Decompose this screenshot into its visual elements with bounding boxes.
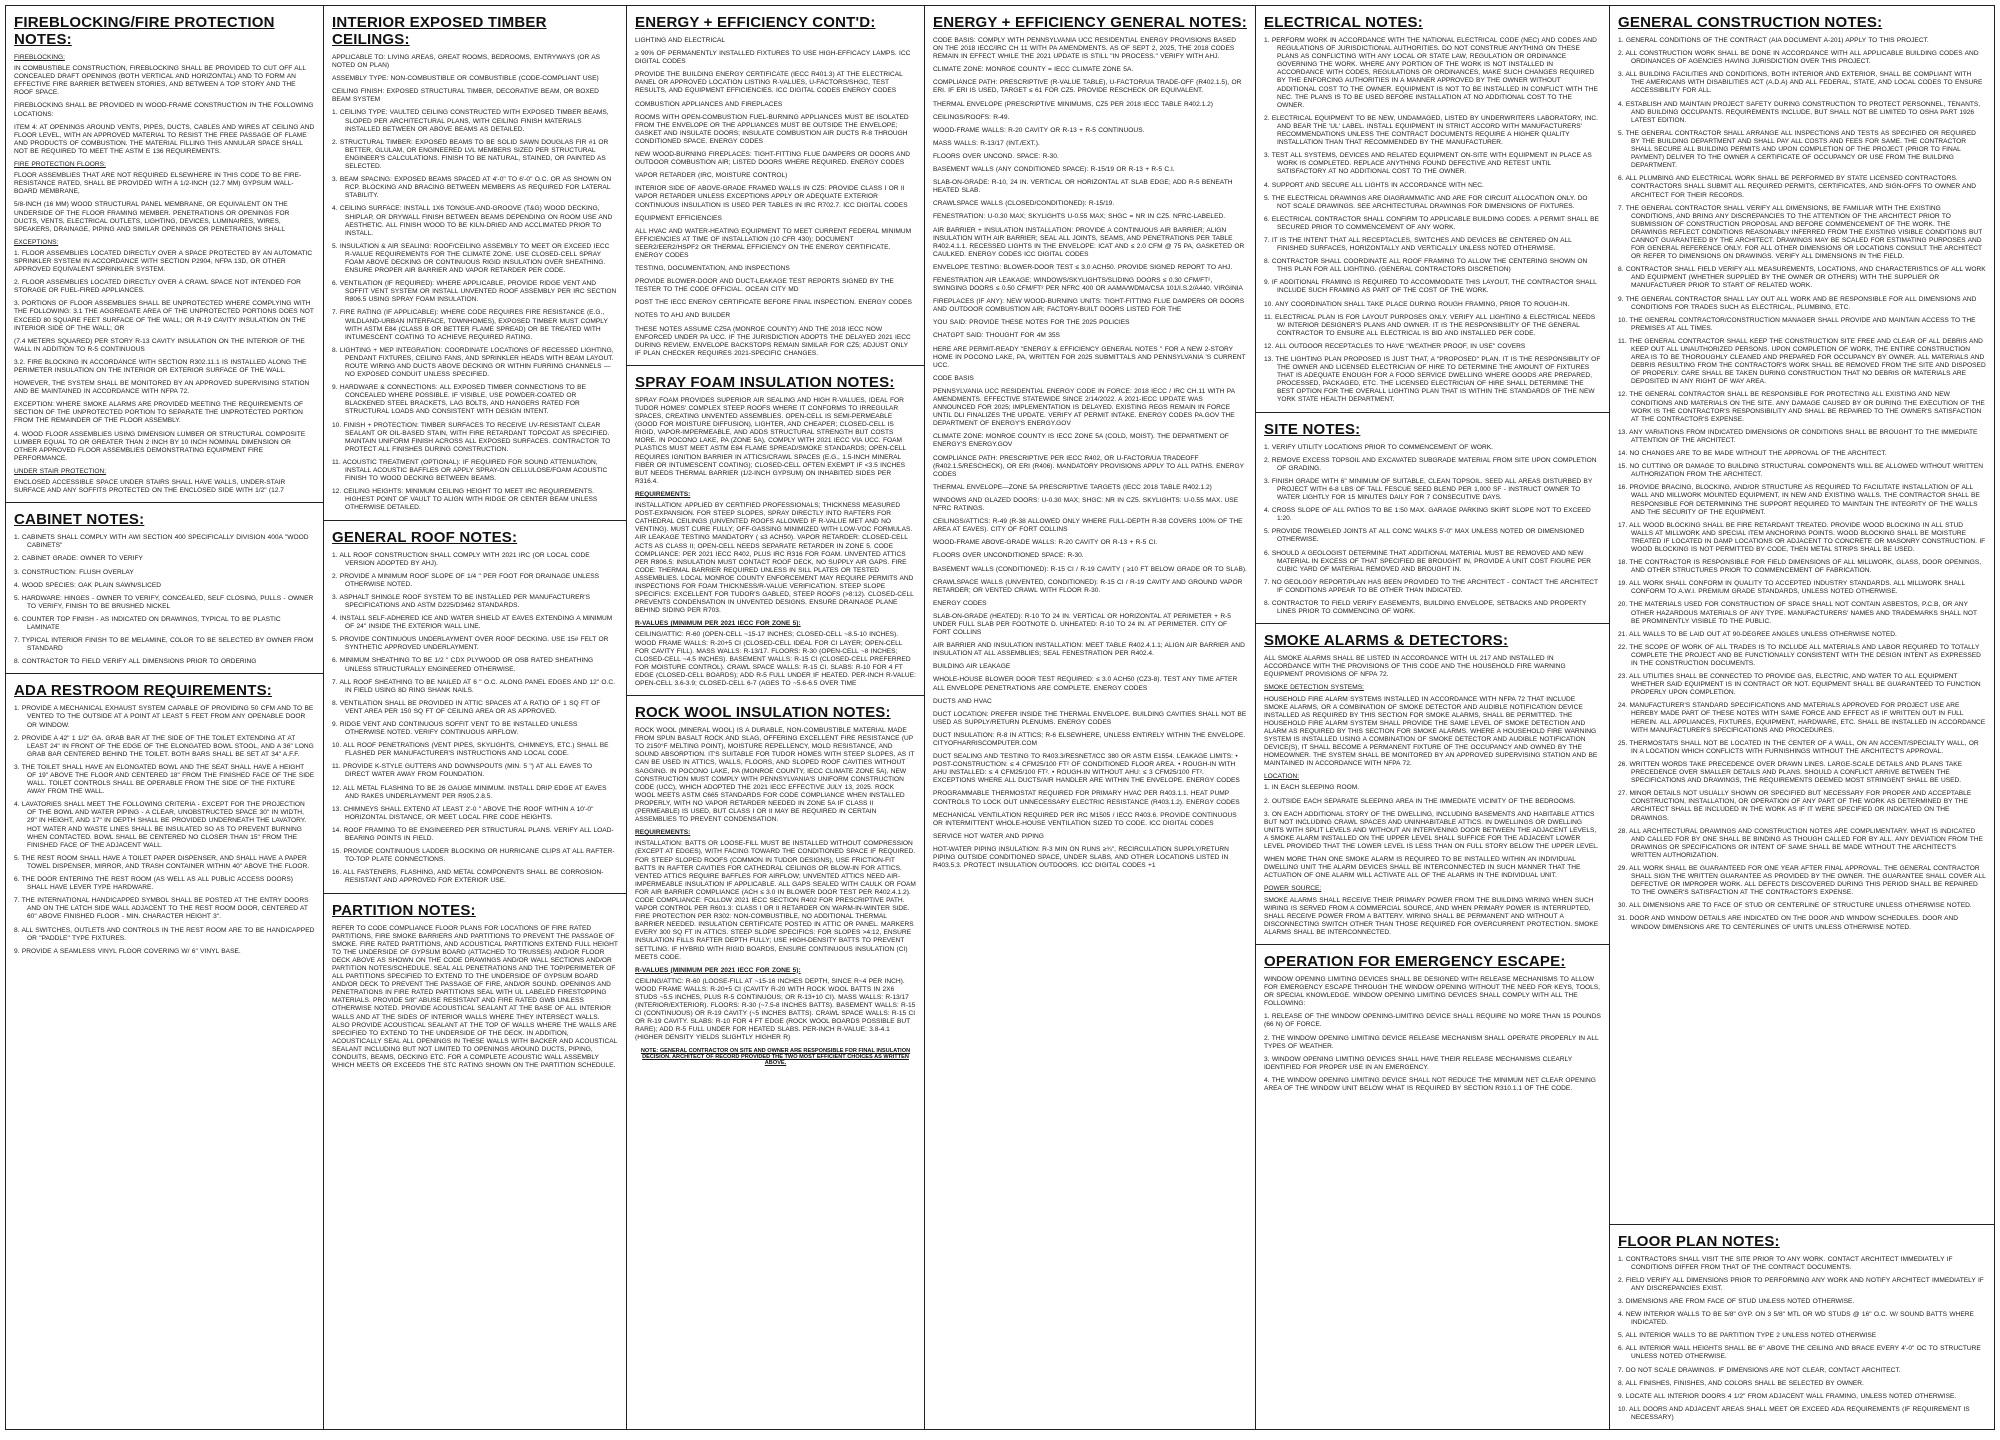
note-paragraph: INSTALLATION: BATTS OR LOOSE-FILL MUST BE INSTALLED WITHOUT COMPRESSION (EXCEPT AT EDGES), WITH FACING TOWARD THE CONDITIONED SPACE IF REQUIRED. FOR STEEP SLOPED ROOFS (COMMON IN TUDOR DESIGNS), USE FRICTION-FIT BATTS IN RAFTER CAVITIES FOR CATHEDRAL CEILINGS OR BLOW-IN FOR ATTICS. VENTED ATTICS REQUIRE BAFFLES FOR AIRFLOW; UNVENTED ATTICS NEED AIR-IMPERMEABLE INSULATION IF APPLICABLE. ALL GAPS SEALED WITH CAULK OR FOAM FOR AIR BARRIER COMPLIANCE (ACH ≤ 3.0 IN BLOWER DOOR TEST PER R402.4.1.2). CODE COMPLIANCE: FOLLOW 2021 IECC SECTION R402 FOR PRESCRIPTIVE PATH. VAPOR CONTROL PER R601.3: CLASS I OR II RETARDER ON WARM-IN-WINTER SIDE. FIRE PROTECTION PER R302: NON-COMBUSTIBLE, NO ADDITIONAL THERMAL BARRIER NEEDED. INSULATION CERTIFICATE POSTED IN ATTIC OR PANEL. MARKERS EVERY 300 SQ FT IN ATTICS. STEEP SLOPE SPECIFICS: FOR SLOPES >4:12, ENSURE INSULATION FILLS RAFTER DEPTH FULLY; USE HIGH-DENSITY BATTS TO PREVENT SETTLING. IF HYBRID WITH RIGID BOARDS, ENSURE CONTINUOUS INSULATION (CI) MEETS CODE. [635, 840, 916, 961]
note-paragraph: COMPLIANCE PATH: PRESCRIPTIVE PER IECC R402, OR U-FACTOR/UA TRADEOFF (R402.1.5/RESCHECK), OR ERI (R406). MANDATORY PROVISIONS APPLY TO ALL PATHS. ENERGY CODES [933, 454, 1244, 478]
note-paragraph: ENCLOSED ACCESSIBLE SPACE UNDER STAIRS SHALL HAVE WALLS, UNDER-STAIR SURFACE AND ANY SOFFITS PROTECTED ON THE ENCLOSED SIDE WITH 1/2" (12.7 [14, 479, 286, 495]
note-paragraph: MECHANICAL VENTILATION REQUIRED PER IRC M1505 / IECC R403.6. PROVIDE CONTINUOUS OR INTERMITTENT WHOLE-HOUSE VENTILATION SIZED TO CODE. ICC DIGITAL CODES [933, 811, 1237, 827]
note-paragraph: SMOKE ALARMS SHALL RECEIVE THEIR PRIMARY POWER FROM THE BUILDING WIRING WHEN SUCH WIRING IS SERVED FROM A COMMERCIAL SOURCE, AND WHEN PRIMARY POWER IS INTERRUPTED, SHALL RECEIVE POWER FROM A BATTERY. WIRING SHALL BE PERMANENT AND WITHOUT A DISCONNECTING SWITCH OTHER THAN THOSE REQUIRED FOR OVERCURRENT PROTECTION. SMOKE ALARMS SHALL BE INTERCONNECTED. [1264, 896, 1599, 936]
note-paragraph: PROVIDE THE BUILDING ENERGY CERTIFICATE (IECC R401.3) AT THE ELECTRICAL PANEL OR APPROVED LOCATION LISTING R-VALUES, U-FACTORS/SHGC, TEST RESULTS, AND EQUIPMENT EFFICIENCIES. ICC DIGITAL CODES ENERGY CODES [635, 71, 903, 95]
note-paragraph: WHOLE-HOUSE BLOWER DOOR TEST REQUIRED: ≤ 3.0 ACH50 (CZ3-8). TEST ANY TIME AFTER ALL ENVELOPE PENETRATIONS ARE COMPLETE. ENERGY CODES [933, 676, 1238, 692]
note-paragraph: DUCTS AND HVAC [933, 697, 992, 705]
numbered-note: 5. INSULATION & AIR SEALING: ROOF/CEILING ASSEMBLY TO MEET OR EXCEED IECC R-VALUE REQUIREMENTS FOR THE CLIMATE ZONE. USE CLOSED-CELL SPRAY FOAM ABOVE DECKING OR CONTINUOUS RIGID INSULATION OVER SHEATHING. ENSURE PROPER AIR BARRIER AND VAPOR RETARDER PER CODE. [332, 242, 610, 275]
note-paragraph: REFER TO CODE COMPLIANCE FLOOR PLANS FOR LOCATIONS OF FIRE RATED PARTITIONS, FIRE SMOKE BARRIERS AND PARTITIONS TO PREVENT THE PASSAGE OF SMOKE. FIRE RATED PARTITIONS, AND ACOUSTICAL PARTITIONS EXTEND FULL HEIGHT TO THE UNDERSIDE OF GYPSUM BOARD (ATTACHED TO TRUSSES) AND/OR FLOOR DECK ABOVE AS SHOWN ON THE CODE DRAWINGS AND/OR WALL SECTIONS AND/OR PARTITION NOTES/SCHEDULE. SEAL ALL PENETRATIONS AND THE TOP/PERIMETER OF ALL PARTITIONS SPECIFIED TO EXTEND TO THE UNDERSIDE OF GYPSUM BOARD AND/OR DECK TO PREVENT THE PASSAGE OF FIRE, AND/OR SOUND. OPENINGS AND PENETRATIONS IN FIRE RATED PARTITIONS SEAL WITH UL LABELED FIRESTOPPING MATERIALS. PROVIDE 5/8" ABUSE RESISTANT AND FIRE RATED GWB UNLESS OTHERWISE NOTED. PROVIDE ACOUSTICAL SEALANT AT THE BASE OF ALL INTERIOR WALLS AND AT THE SIDES OF INTERIOR WALLS WHERE THEY INTERSECT WALLS. ALSO PROVIDE ACOUSTICAL SEALANT AT THE TOP OF WALLS WHERE THE WALLS ARE SPECIFIED TO EXTEND TO THE UNDERSIDE OF THE DECK. IN ADDITION, ACOUSTICALLY SEAL ALL OPENINGS IN THESE WALLS WITH BACKER AND ACOUSTICAL SEALANT INCLUDING BUT NOT LIMITED TO OPENINGS AROUND DUCTS, PIPING, CONDUITS, BEAMS, DECKING ETC. FOR A COMPLETE ACOUSTIC WALL ASSEMBLY WHICH MEETS OR EXCEEDS THE STC RATING SHOWN ON THE PARTITION SCHEDULE. [332, 924, 618, 1070]
note-paragraph: THERMAL ENVELOPE (PRESCRIPTIVE MINIMUMS, CZ5 PER 2018 IECC TABLE R402.1.2) [933, 100, 1213, 108]
note-paragraph: FLOORS OVER UNCOND. SPACE: R-30. [933, 152, 1059, 160]
numbered-note: 4. NEW INTERIOR WALLS TO BE 5/8" GYP. ON 3 5/8" MTL OR WD STUDS @ 16" O.C. W/ SOUND BATTS WHERE INDICATED. [1618, 1311, 1974, 1327]
numbered-note: 11. THE GENERAL CONTRACTOR SHALL KEEP THE CONSTRUCTION SITE FREE AND CLEAR OF ALL DEBRIS AND KEEP OUT ALL UNAUTHORIZED PERSONS. UPON COMPLETION OF WORK, THE ENTIRE CONSTRUCTION AREA IS TO BE THOROUGHLY CLEANED AND PREPARED FOR OCCUPANCY BY OWNER. ALL MATERIALS AND DEBRIS RESULTING FROM THE CONTRACTOR'S WORK SHALL BE REMOVED FROM THE SITE AND DISPOSED OF PROPERLY. CARE SHALL BE TAKEN DURING CONSTRUCTION THAT NO DEBRIS OR MATERIALS ARE DEPOSITED IN ANY RIGHT OF WAY AREA. [1618, 337, 1986, 386]
note-subheading: FIRE PROTECTION FLOORS: [14, 161, 106, 169]
numbered-note: 10. ALL DOORS AND ADJACENT AREAS SHALL MEET OR EXCEED ADA REQUIREMENTS (IF REQUIREMENT IS NECESSARY) [1618, 1405, 1970, 1421]
note-subheading: R-VALUES (MINIMUM PER 2021 IECC FOR ZONE 5): [635, 966, 801, 974]
note-paragraph: DUCT SEALING AND TESTING TO R403.3/RESNET/ICC 380 OR ASTM E1554. LEAKAGE LIMITS: • POST-CONSTRUCTION: ≤ 4 CFM25/100 FT² OF CONDITIONED FLOOR AREA. • ROUGH-IN WITH AHU INSTALLED: ≤ 4 CFM25/100 FT². • ROUGH-IN WITHOUT AHU: ≤ 3 CFM25/100 FT². EXCEPTIONS WHERE ALL DUCTS/AIR HANDLER ARE WITHIN THE ENVELOPE. ENERGY CODES [933, 753, 1240, 785]
note-paragraph: 1. FLOOR ASSEMBLIES LOCATED DIRECTLY OVER A SPACE PROTECTED BY AN AUTOMATIC SPRINKLER SYSTEM IN ACCORDANCE WITH SECTION P2904, NFPA 13D, OR OTHER APPROVED EQUIVALENT SPRINKLER SYSTEM. [14, 249, 313, 274]
numbered-note: 12. ALL METAL FLASHING TO BE 26 GAUGE MINIMUM. INSTALL DRIP EDGE AT EAVES AND RAKES UNDERLAYMENT PER R905.2.8.5. [332, 784, 607, 800]
numbered-note: 7. THE GENERAL CONTRACTOR SHALL VERIFY ALL DIMENSIONS, BE FAMILIAR WITH THE EXISTING CONDITIONS, AND BRING ANY DISCREPANCIES TO THE ATTENTION OF THE ARCHITECT PRIOR TO SUBMISSION OF CONSTRUCTION PROPOSAL AND BEFORE COMMENCEMENT OF THE WORK. THE DRAWINGS REFLECT CONDITIONS REASONABLY INFERRED FROM THE EXISTING VISIBLE CONDITIONS BUT CANNOT GUARANTEED BY THE ARCHITECT. DRAWINGS MAY BE SCALED FOR ESTIMATING PURPOSES AND FOR GENERAL REFERENCE ONLY. FOR ALL OTHER DIMENSIONS OR LOCATIONS CONSULT THE ARCHITECT OR REFER TO DIMENSIONS ON DRAWINGS. VERIFY ALL DIMENSIONS IN THE FIELD. [1618, 204, 1983, 261]
note-paragraph: CODE BASIS: COMPLY WITH PENNSYLVANIA UCC RESIDENTIAL ENERGY PROVISIONS BASED ON THE 2018 IECC/IRC CH 11 WITH PA AMENDMENTS. AS OF SEPT 2, 2025, THE 2018 CODES REMAIN IN EFFECT WHILE THE 2021 UPDATE IS STILL "IN PROCESS." VERIFY WITH AHJ. [933, 37, 1236, 61]
note-paragraph: COMPLIANCE PATH: PRESCRIPTIVE (R-VALUE TABLE), U-FACTOR/UA TRADE-OFF (R402.1.5), OR ERI. IF ERI IS USED, TARGET ≤ 61 FOR CZ5. PROVIDE RESCHECK OR EQUIVALENT. [933, 79, 1242, 95]
numbered-note: 9. RIDGE VENT AND CONTINUOUS SOFFIT VENT TO BE INSTALLED UNLESS OTHERWISE NOTED. VERIFY CONTINUOUS AIRFLOW. [332, 721, 578, 737]
note-paragraph: 4. THE WINDOW OPENING LIMITING DEVICE SHALL NOT REDUCE THE MINIMUM NET CLEAR OPENING AREA OF THE WINDOW UNIT BELOW WHAT IS REQUIRED BY SECTION R310.1.1 OF THE CODE. [1264, 1076, 1596, 1092]
numbered-note: 1. ALL ROOF CONSTRUCTION SHALL COMPLY WITH 2021 IRC (OR LOCAL CODE VERSION ADOPTED BY AHJ). [332, 551, 590, 567]
numbered-note: 2. CABINET GRADE: OWNER TO VERIFY [14, 555, 143, 563]
numbered-note: 26. WRITTEN WORDS TAKE PRECEDENCE OVER DRAWN LINES. LARGE-SCALE DETAILS AND PLANS TAKE PRECEDENCE OVER SMALLER DETAILS AND PLANS. SHOULD A CONFLICT ARRIVE BETWEEN THE SPECIFICATIONS AND DRAWINGS, THE REQUIREMENTS DEEMED MOST STRINGENT SHALL BE USED. [1618, 760, 1963, 785]
note-paragraph: ENVELOPE TESTING: BLOWER-DOOR TEST ≤ 3.0 ACH50. PROVIDE SIGNED REPORT TO AHJ. [933, 263, 1233, 271]
numbered-note: 1. CONTRACTORS SHALL VISIT THE SITE PRIOR TO ANY WORK. CONTACT ARCHITECT IMMEDIATELY IF CONDITIONS DIFFER FROM THAT OF THE CONTRACT DOCUMENTS. [1618, 1255, 1953, 1271]
numbered-note: 1. PROVIDE A MECHANICAL EXHAUST SYSTEM CAPABLE OF PROVIDING 50 CFM AND TO BE VENTED TO THE OUTSIDE AT A POINT AT LEAST 5 FEET FROM ANY OPENABLE DOOR OR WINDOW. [14, 705, 314, 729]
note-paragraph: ITEM 4: AT OPENINGS AROUND VENTS, PIPES, DUCTS, CABLES AND WIRES AT CEILING AND FLOOR LEVEL, WITH AN APPROVED MATERIAL TO RESIST THE FREE PASSAGE OF FLAME AND PRODUCTS OF COMBUSTION. THE MATERIAL FILLING THIS ANNULAR SPACE SHALL NOT BE REQUIRED TO MEET THE ASTM E 136 REQUIREMENTS. [14, 123, 315, 155]
note-paragraph: HOWEVER, THE SYSTEM SHALL BE MONITORED BY AN APPROVED SUPERVISING STATION AND BE MAINTAINED IN ACCORDANCE WITH NFPA 72. [14, 380, 310, 396]
note-paragraph: WINDOWS AND GLAZED DOORS: U-0.30 MAX; SHGC: NR IN CZ5. SKYLIGHTS: U-0.55 MAX. USE NFRC RATINGS. [933, 496, 1239, 513]
note-paragraph: ≥ 90% OF PERMANENTLY INSTALLED FIXTURES TO USE HIGH-EFFICACY LAMPS. ICC DIGITAL CODES [635, 50, 911, 66]
note-paragraph: FLOOR ASSEMBLIES THAT ARE NOT REQUIRED ELSEWHERE IN THIS CODE TO BE FIRE-RESISTANCE RATED, SHALL BE PROVIDED WITH A 1/2-INCH (12.7 MM) GYPSUM WALL-BOARD MEMBRANE, [14, 172, 302, 196]
section-heading: GENERAL CONSTRUCTION NOTES: [1618, 14, 1883, 31]
notes-section [1256, 944, 1609, 1429]
note-paragraph: COMBUSTION APPLIANCES AND FIREPLACES [635, 100, 783, 108]
note-paragraph: WOOD-FRAME ABOVE-GRADE WALLS: R-20 CAVITY OR R-13 + R-5 CI. [933, 539, 1158, 547]
numbered-note: 7. FIRE RATING (IF APPLICABLE): WHERE CODE REQUIRES FIRE RESISTANCE (E.G., WILDLAND-URBAN INTERFACE, TOWNHOMES), EXPOSED TIMBER MUST COMPLY WITH ASTM E84 (CLASS B OR BETTER FLAME SPREAD) OR BE TREATED WITH INTUMESCENT COATING TO ACHIEVE REQUIRED RATING. [332, 309, 608, 341]
insulation-decision-note: NOTE: GENERAL CONTRACTOR ON SITE AND OWNER ARE RESPONSIBLE FOR FINAL INSULATION DECISION. ARCHITECT OF RECORD PROVIDED THE TWO MOST EFFICIENT CHOICES AS WRITTEN ABOVE. [640, 1047, 911, 1067]
numbered-note: 3. FINISH GRADE WITH 6" MINIMUM OF SUITABLE, CLEAN TOPSOIL. SEED ALL AREAS DISTURBED BY PROJECT WITH 6-8 LBS OF TALL FESCUE SEED BLEND PER 1,000 SF - INSTRUCT OWNER TO WATER LIGHTLY FOR 15 MINUTES DAILY FOR 7 CONSECUTIVE DAYS. [1264, 477, 1593, 502]
note-paragraph: VAPOR RETARDER (IRC, MOISTURE CONTROL) [635, 172, 788, 180]
numbered-note: 7. IT IS THE INTENT THAT ALL RECEPTACLES, SWITCHES AND DEVICES BE CENTERED ON ALL FINISHED SURFACES, HORIZONTALLY AND VERTICALLY UNLESS NOTED OTHERWISE. [1264, 236, 1572, 253]
note-paragraph: 1. IN EACH SLEEPING ROOM. [1264, 784, 1360, 792]
numbered-note: 25. THERMOSTATS SHALL NOT BE LOCATED IN THE CENTER OF A WALL, ON AN ACCENT/SPECIALTY WALL, OR IN A LOCATION WHICH CONFLICTS WITH FURNISHINGS WITHOUT THE ARCHITECT'S APPROVAL. [1618, 739, 1979, 755]
numbered-note: 7. THE INTERNATIONAL HANDICAPPED SYMBOL SHALL BE POSTED AT THE ENTRY DOORS AND ON THE LATCH SIDE WALL ADJACENT TO THE REST ROOM DOOR, CENTERED AT 60" ABOVE FINISHED FLOOR - MIN. CHARACTER HEIGHT 3". [14, 897, 309, 921]
note-subheading: R-VALUES (MINIMUM PER 2021 IECC FOR ZONE 5): [635, 620, 801, 628]
note-paragraph: 4. WOOD FLOOR ASSEMBLIES USING DIMENSION LUMBER OR STRUCTURAL COMPOSITE LUMBER EQUAL TO OR GREATER THAN 2 INCH BY 10 INCH NOMINAL DIMENSION OR OTHER APPROVED FLOOR ASSEMBLIES DEMONSTRATING EQUIPMENT FIRE PERFORMANCE. [14, 430, 306, 462]
note-paragraph: NEW WOOD-BURNING FIREPLACES: TIGHT-FITTING FLUE DAMPERS OR DOORS AND OUTDOOR COMBUSTION AIR; LISTED DOORS WHERE REQUIRED. ENERGY CODES [635, 151, 910, 167]
note-paragraph: ROOMS WITH OPEN-COMBUSTION FUEL-BURNING APPLIANCES MUST BE ISOLATED FROM THE ENVELOPE OR THE APPLIANCES MUST BE OUTSIDE THE ENVELOPE; GASKET AND INSULATE DOORS; INSULATE COMBUSTION AIR DUCTS R-8 THROUGH CONDITIONED SPACE. ENERGY CODES [635, 113, 909, 145]
numbered-note: 3. ASPHALT SHINGLE ROOF SYSTEM TO BE INSTALLED PER MANUFACTURER'S SPECIFICATIONS AND ASTM D225/D3462 STANDARDS. [332, 593, 590, 609]
note-paragraph: FENESTRATION AIR LEAKAGE: WINDOWS/SKYLIGHTS/SLIDING DOORS ≤ 0.30 CFM/FT², SWINGING DOORS ≤ 0.50 CFM/FT² PER NFRC 400 OR AAMA/WDMA/CSA 101/I.S.2/A440. VIRGINIA [933, 276, 1243, 293]
note-subheading: POWER SOURCE: [1264, 885, 1322, 893]
section-heading: ENERGY + EFFICIENCY CONT'D: [635, 14, 876, 31]
numbered-note: 4. CROSS SLOPE OF ALL PATIOS TO BE 1:50 MAX. GARAGE PARKING SKIRT SLOPE NOT TO EXCEED 1:20. [1264, 507, 1591, 523]
numbered-note: 6. VENTILATION (IF REQUIRED): WHERE APPLICABLE, PROVIDE RIDGE VENT AND SOFFIT VENT SYSTEM OR INSTALL UNVENTED ROOF ASSEMBLY PER IRC SECTION R806.5 USING SPRAY FOAM INSULATION. [332, 280, 617, 304]
note-paragraph: HOT-WATER PIPING INSULATION: R-3 MIN ON RUNS ≥¾", RECIRCULATION SUPPLY/RETURN PIPING OUTSIDE CONDITIONED SPACE, UNDER SLABS, AND OTHER LOCATIONS LISTED IN R403.5.3. PROTECT INSULATION OUTDOORS. ICC DIGITAL CODES +1 [933, 845, 1229, 870]
note-paragraph: YOU SAID: PROVIDE THESE NOTES FOR THE 2025 POLICIES [933, 319, 1130, 327]
note-paragraph: (7.4 METERS SQUARED) PER STORY R-13 CAVITY INSULATION ON THE INTERIOR OF THE WALL IN ADDITION TO R-5 CONTINUOUS [14, 337, 305, 353]
numbered-note: 19. ALL WORK SHALL CONFORM IN QUALITY TO ACCEPTED INDUSTRY STANDARDS. ALL MILLWORK SHALL CONFORM TO A.W.I. PREMIUM GRADE STANDARDS, UNLESS NOTED OTHERWISE. [1618, 580, 1965, 596]
notes-section [1610, 6, 1994, 1224]
notes-section [324, 893, 626, 1430]
numbered-note: 2. PROVIDE A MINIMUM ROOF SLOPE OF 1/4 " PER FOOT FOR DRAINAGE UNLESS OTHERWISE NOTED. [332, 572, 600, 588]
numbered-note: 20. THE MATERIALS USED FOR CONSTRUCTION OF SPACE SHALL NOT CONTAIN ASBESTOS, P.C.B, OR ANY OTHER HAZARDOUS MATERIALS OF ANY TYPE. MANUFACTURERS' NAMES AND TRADEMARKS SHALL NOT BE PROMINENTLY VISIBLE TO THE PUBLIC. [1618, 601, 1977, 625]
numbered-note: 8. LIGHTING + MEP INTEGRATION: COORDINATE LOCATIONS OF RECESSED LIGHTING, PENDANT FIXTURES, CEILING FANS, AND SPRINKLER HEADS WITH BEAM LAYOUT. ROUTE WIRING AND DUCTS ABOVE DECKING OR WITHIN FURRING CHANNELS —NO EXPOSED CONDUIT UNLESS SPECIFIED. [332, 346, 614, 379]
notes-section [925, 6, 1255, 1429]
note-paragraph: CRAWLSPACE WALLS (CLOSED/CONDITIONED): R-15/19. [933, 200, 1115, 208]
note-paragraph: INSTALLATION: APPLIED BY CERTIFIED PROFESSIONALS; THICKNESS MEASURED POST-EXPANSION. FOR STEEP SLOPES, SPRAY DIRECTLY INTO RAFTERS FOR CATHEDRAL CEILINGS (UNVENTED ROOFS ALLOWED IF R-VALUE MET AND NO VENTING). MUST CURE FULLY; OFF-GASSING MINIMIZED WITH LOW-VOC FORMULAS. AIR LEAKAGE TESTING MANDATORY ( ≤3 ACH50). VAPOR RETARDER: CLOSED-CELL ACTS AS CLASS II; OPEN-CELL NEEDS SEPARATE RETARDER IN ZONE 5. CODE COMPLIANCE: PER 2021 IECC R402, PLUS IRC R316 FOR FOAM. UNVENTED ATTICS PER R806.5: INSULATION MUST CONTACT ROOF DECK, NO SUPPLY AIR GAPS. FIRE CODE: THERMAL BARRIER REQUIRED UNLESS IN SILL PLATES OR TESTED ASSEMBLIES. LOCAL MONROE COUNTY ENFORCEMENT MAY REQUIRE PERMITS AND INSPECTIONS FOR FOAM THICKNESS/R-VALUE VERIFICATION. STEEP SLOPE SPECIFICS: EXCELLENT FOR TUDOR'S GABLED, STEEP ROOFS (>8:12). CLOSED-CELL PREVENTS CONDENSATION IN UNVENTED DESIGNS. ENSURE DRAINAGE PLANE BEHIND SIDING PER R703. [635, 502, 914, 615]
numbered-note: 1. PERFORM WORK IN ACCORDANCE WITH THE NATIONAL ELECTRICAL CODE (NEC) AND CODES AND REGULATIONS OF JURISDICTIONAL AUTHORITIES. DO NOT CONSTRUE ANYTHING ON THESE PLANS AS CONFLICTING WITH ANY LOCAL OR STATE LAW, REGULATION OR ORDINANCE GOVERNING THE WORK. WHERE ANY PORTION OF THE WORK IS NOT INSTALLED IN ACCORDANCE WITH CODES, REGULATIONS OR ORDINANCES, MAKE SUCH CHANGES REQUIRED BY THE ENFORCING AUTHORITIES IN A MANNER APPROVED BY THE OWNER WITHOUT ADDITIONAL COST TO THE OWNER. EQUIPMENT IS NOT TO BE INSTALLED IN CONFLICT WITH THE NEC. THE PLANS IS TO BE USED BEFORE INSTALLATION AT NO ADDITIONAL COST TO THE OWNER. [1264, 37, 1598, 109]
numbered-note: 18. THE CONTRACTOR IS RESPONSIBLE FOR FIELD DIMENSIONS OF ALL MILLWORK, GLASS, DOOR OPENINGS, AND OTHER STRUCTURES PRIOR TO COMMENCEMENT OF FABRICATION. [1618, 559, 1982, 575]
note-paragraph: 3. ON EACH ADDITIONAL STORY OF THE DWELLING, INCLUDING BASEMENTS AND HABITABLE ATTICS BUT NOT INCLUDING CRAWL SPACES AND UNINHABITABLE ATTICS. IN DWELLINGS OR DWELLING UNITS WITH SPLIT LEVELS AND WITHOUT AN INTERVENING DOOR BETWEEN THE ADJACENT LEVELS, A SMOKE ALARM INSTALLED ON THE UPPER LEVEL SHALL SUFFICE FOR THE ADJACENT LOWER LEVEL PROVIDED THAT THE LOWER LEVEL IS LESS THAN ON FULL STORY BELOW THE UPPER LEVEL. [1264, 810, 1599, 851]
note-paragraph: INTERIOR SIDE OF ABOVE-GRADE FRAMED WALLS IN CZ5: PROVIDE CLASS I OR II VAPOR RETARDER UNLESS EXCEPTIONS APPLY OR ADEQUATE EXTERIOR CONTINUOUS INSULATION IS USED PER TABLES IN IRC R702.7. ICC DIGITAL CODES [635, 185, 908, 209]
note-paragraph: ENERGY CODES [933, 599, 987, 607]
note-paragraph: 1. RELEASE OF THE WINDOW OPENING-LIMITING DEVICE SHALL REQUIRE NO MORE THAN 15 POUNDS (66 N) OF FORCE. [1264, 1013, 1601, 1029]
numbered-note: 7. TYPICAL INTERIOR FINISH TO BE MELAMINE, COLOR TO BE SELECTED BY OWNER FROM STANDARD [14, 637, 314, 653]
note-paragraph: AIR BARRIER AND INSULATION INSTALLATION: MEET TABLE R402.4.1.1; ALIGN AIR BARRIER AND INSULATION AT ALL ASSEMBLIES; SEAL FENESTRATION PER R402.4. [933, 642, 1245, 658]
numbered-note: 13. THE LIGHTING PLAN PROPOSED IS JUST THAT, A "PROPOSED" PLAN. IT IS THE RESPONSIBILITY OF THE OWNER AND LICENSED ELECTRICIAN OF HIRE TO DETERMINE THE AMOUNT OF FIXTURES THAT IS ADEQUATE ENOUGH FOR A FOOD SERVICE DWELLING WHERE GOODS ARE PREPARED, PROCESSED, PACKAGED, ETC. THE LICENSED ELECTRICIAN OF HIRE SHALL DETERMINE THE BEST OPTION FOR THE OVERALL LIGHTING PLAN THAT IS WITHIN THE STANDARDS OF THE NEW YORK STATE HEALTH DEPARTMENT. [1264, 356, 1601, 404]
numbered-note: 1. CABINETS SHALL COMPLY WITH AWI SECTION 400 SPECIFICALLY DIVISION 400A "WOOD CABINETS" [14, 534, 309, 550]
numbered-note: 2. PROVIDE A 42" 1 1/2" GA. GRAB BAR AT THE SIDE OF THE TOILET EXTENDING AT AT LEAST 24" IN FRONT OF THE EDGE OF THE ELONGATED BOWL STOOL, AND A 36" LONG GRAB BAR CENTERED BEHIND THE TOILET. BOTH BARS SHALL BE SET AT 34" A.F.F. [14, 734, 314, 758]
section-heading: CABINET NOTES: [14, 511, 145, 529]
section-heading: ROCK WOOL INSULATION NOTES: [635, 704, 891, 722]
note-paragraph: FIREPLACES (IF ANY): NEW WOOD-BURNING UNITS: TIGHT-FITTING FLUE DAMPERS OR DOORS AND OUTDOOR COMBUSTION AIR; FACTORY-BUILT DOORS LISTED FOR THE [933, 298, 1245, 314]
numbered-note: 10. ALL ROOF PENETRATIONS (VENT PIPES, SKYLIGHTS, CHIMNEYS, ETC.) SHALL BE FLASHED PER MANUFACTURER'S INSTRUCTIONS AND LOCAL CODE. [332, 742, 609, 758]
numbered-note: 8. CONTRACTOR TO FIELD VERIFY ALL DIMENSIONS PRIOR TO ORDERING [14, 658, 257, 666]
numbered-note: 9. HARDWARE & CONNECTIONS: ALL EXPOSED TIMBER CONNECTIONS TO BE CONCEALED WHERE POSSIBLE. IF VISIBLE, USE POWDER-COATED OR BLACKENED STEEL BRACKETS, LAG BOLTS, AND HANGERS RATED FOR STRUCTURAL LOADS AND CONSISTENT WITH DESIGN INTENT. [332, 384, 586, 416]
numbered-note: 7. NO GEOLOGY REPORT/PLAN HAS BEEN PROVIDED TO THE ARCHITECT - CONTACT THE ARCHITECT IF CONDITIONS APPEAR TO BE OTHER THAN INDICATED. [1264, 578, 1598, 594]
note-paragraph: CODE BASIS [933, 374, 974, 382]
numbered-note: 12. ALL OUTDOOR RECEPTACLES TO HAVE "WEATHER PROOF, IN USE" COVERS [1264, 342, 1526, 350]
notes-section [324, 6, 626, 520]
numbered-note: 2. ALL CONSTRUCTION WORK SHALL BE DONE IN ACCORDANCE WITH ALL APPLICABLE BUILDING CODES AND ORDINANCES OF AGENCIES HAVING JURISDICTION OVER THIS PROJECT. [1618, 50, 1979, 66]
notes-column-1 [6, 6, 324, 1429]
numbered-note: 15. PROVIDE CONTINUOUS LADDER BLOCKING OR HURRICANE CLIPS AT ALL RAFTER-TO-TOP PLATE CONNECTIONS. [332, 848, 615, 864]
numbered-note: 12. CEILING HEIGHTS: MINIMUM CEILING HEIGHT TO MEET IRC REQUIREMENTS. HIGHEST POINT OF VAULT TO ALIGN WITH RIDGE OR CENTER BEAM UNLESS OTHERWISE DETAILED. [332, 488, 598, 512]
note-paragraph: CEILINGS/ATTICS: R-49 (R-38 ALLOWED ONLY WHERE FULL-DEPTH R-38 COVERS 100% OF THE AREA AT EAVES). CITY OF FORT COLLINS [933, 518, 1243, 534]
numbered-note: 6. SHOULD A GEOLOGIST DETERMINE THAT ADDITIONAL MATERIAL MUST BE REMOVED AND NEW MATERIAL IN EXCESS OF THAT SPECIFIED BE BROUGHT IN, PROVIDE A UNIT COST FIGURE PER CUBIC YARD OF MATERIAL REMOVED AND BROUGHT IN. [1264, 549, 1592, 573]
note-paragraph: CEILING/ATTIC: R-60 (OPEN-CELL ~15-17 INCHES; CLOSED-CELL ~8.5-10 INCHES). WOOD FRAME WALLS: R-20+5 CI (CLOSED-CELL IDEAL FOR CI LAYER; OPEN-CELL FOR CAVITY FILL). MASS WALLS: R-13/17. FLOORS: R-30 (OPEN-CELL ~8 INCHES; CLOSED-CELL ~4.5 INCHES). BASEMENT WALLS: R-15 CI (CLOSED-CELL PREFERRED FOR MOISTURE CONTROL). CRAWL SPACE WALLS: R-15 CI. SLABS: R-10 FOR 4 FT EDGE (CLOSED-CELL BOARDS); ADD R-5 FULL UNDER IF HEATED. PER-INCH R-VALUE: OPEN-CELL 3.6-3.9; CLOSED-CELL 6-7 (AGES TO ~5.6-6.5 OVER TIME [635, 631, 916, 687]
numbered-note: 7. DO NOT SCALE DRAWINGS. IF DIMENSIONS ARE NOT CLEAR, CONTACT ARCHITECT. [1618, 1366, 1901, 1374]
note-paragraph: ALL SMOKE ALARMS SHALL BE LISTED IN ACCORDANCE WITH UL 217 AND INSTALLED IN ACCORDANCE WITH THE PROVISIONS OF THIS CODE AND THE HOUSEHOLD FIRE WARNING EQUIPMENT PROVISIONS OF NFPA 72. [1264, 655, 1566, 679]
numbered-note: 3. THE TOILET SHALL HAVE AN ELONGATED BOWL AND THE SEAT SHALL HAVE A HEIGHT OF 19" ABOVE THE FLOOR AND CENTERED 18" FROM THE FINISHED FACE OF THE SIDE WALL. TOILET CONTROLS SHALL BE OPERABLE FROM THE SIDE OF THE FIXTURE AWAY FROM THE WALL. [14, 763, 315, 796]
notes-column-2 [324, 6, 627, 1429]
notes-column-4 [925, 6, 1256, 1429]
numbered-note: 9. LOCATE ALL INTERIOR DOORS 4 1/2" FROM ADJACENT WALL FRAMING, UNLESS NOTED OTHERWISE. [1618, 1392, 1957, 1400]
numbered-note: 22. THE SCOPE OF WORK OF ALL TRADES IS TO INCLUDE ALL MATERIALS AND LABOR REQUIRED TO TOTALLY COMPLETE THE PROJECT AND BE FUNCTIONALLY CONSISTENT WITH THE DESIGN INTENT AS EXPRESSED IN THE CONSTRUCTION DOCUMENTS. [1618, 643, 1981, 667]
note-paragraph: SLAB-ON-GRADE (HEATED): R-10 TO 24 IN. VERTICAL OR HORIZONTAL AT PERIMETER + R-5 UNDER FULL SLAB PER FOOTNOTE D. UNHEATED: R-10 TO 24 IN. AT PERIMETER. CITY OF FORT COLLINS [933, 612, 1231, 637]
numbered-note: 4. ESTABLISH AND MAINTAIN PROJECT SAFETY DURING CONSTRUCTION TO PROTECT PERSONNEL, TENANTS, AND BUILDING OCCUPANTS. REQUIREMENTS INCLUDE, BUT SHALL NOT BE LIMITED TO OSHA PART 1926 LATEST EDITION. [1618, 100, 1981, 124]
note-paragraph: FIREBLOCKING SHALL BE PROVIDED IN WOOD-FRAME CONSTRUCTION IN THE FOLLOWING LOCATIONS: [14, 102, 314, 118]
numbered-note: 9. THE GENERAL CONTRACTOR SHALL LAY OUT ALL WORK AND BE RESPONSIBLE FOR ALL DIMENSIONS AND CONDITIONS FOR TRADES SUCH AS ELECTRICAL, PLUMBING, ETC. [1618, 295, 1977, 311]
note-subheading: REQUIREMENTS: [635, 490, 691, 498]
numbered-note: 5. HARDWARE: HINGES - OWNER TO VERIFY, CONCEALED, SELF CLOSING, PULLS - OWNER TO VERIFY, FINISH TO BE BRUSHED NICKEL [14, 594, 314, 610]
numbered-note: 12. THE GENERAL CONTRACTOR SHALL BE RESPONSIBLE FOR PROTECTING ALL EXISTING AND NEW CONDITIONS AND MATERIALS ON THE SITE. ANY DAMAGE CAUSED BY OR DURING THE EXECUTION OF THE WORK IS THE CONTRACTOR'S RESPONSIBILITY AND SHALL BE REPAIRED TO THE OWNER'S SATISFACTION AT THE CONTRACTOR'S EXPENSE. [1618, 391, 1985, 423]
numbered-note: 8. CONTRACTOR TO FIELD VERIFY EASEMENTS, BUILDING ENVELOPE, SETBACKS AND PROPERTY LINES PRIOR TO COMMENCING OF WORK. [1264, 599, 1587, 616]
notes-section [627, 365, 924, 695]
section-heading: INTERIOR EXPOSED TIMBER CEILINGS: [332, 14, 547, 48]
numbered-note: 15. NO CUTTING OR DAMAGE TO BUILDING STRUCTURAL COMPONENTS WILL BE ALLOWED WITHOUT WRITTEN AUTHORIZATION FROM THE ARCHITECT. [1618, 463, 1984, 479]
note-paragraph: 2. THE WINDOW OPENING LIMITING DEVICE RELEASE MECHANISM SHALL OPERATE PROPERLY IN ALL TYPES OF WEATHER. [1264, 1034, 1599, 1050]
note-paragraph: CLIMATE ZONE: MONROE COUNTY = IECC CLIMATE ZONE 5A. [933, 66, 1134, 74]
note-paragraph: DUCT LOCATION: PREFER INSIDE THE THERMAL ENVELOPE. BUILDING CAVITIES SHALL NOT BE USED AS SUPPLY/RETURN PLENUMS. ENERGY CODES [933, 710, 1247, 726]
note-subheading: REQUIREMENTS: [635, 829, 691, 837]
numbered-note: 11. PROVIDE K-STYLE GUTTERS AND DOWNSPOUTS (MIN. 5 ") AT ALL EAVES TO DIRECT WATER AWAY FROM FOUNDATION. [332, 763, 593, 779]
section-heading: SITE NOTES: [1264, 420, 1361, 438]
note-paragraph: HERE ARE PERMIT-READY "ENERGY & EFFICIENCY GENERAL NOTES " FOR A NEW 2-STORY HOME IN POCONO LAKE, PA, WRITTEN FOR 2025 SUBMITTALS AND PENNSYLVANIA 'S CURRENT UCC. [933, 345, 1246, 369]
note-paragraph: EXCEPTION: WHERE SMOKE ALARMS ARE PROVIDED MEETING THE REQUIREMENTS OF SECTION OF THE UNPROTECTED PORTION TO SEPARATE THE UNPROTECTED PORTION FROM THE REMAINDER OF THE FLOOR ASSEMBLY. [14, 401, 304, 425]
numbered-note: 27. MINOR DETAILS NOT USUALLY SHOWN OR SPECIFIED BUT NECESSARY FOR PROPER AND ACCEPTABLE CONSTRUCTION, INSTALLATION, OR OPERATION OF ANY PART OF THE WORK AS DETERMINED BY THE ARCHITECT SHALL BE INCLUDED IN THE WORK AS IF IT WERE SPECIFIED OR INDICATED ON THE DRAWINGS. [1618, 790, 1972, 822]
section-heading: ADA RESTROOM REQUIREMENTS: [14, 682, 272, 700]
notes-section [1256, 412, 1609, 624]
numbered-note: 21. ALL WALLS TO BE LAID OUT AT 90-DEGREE ANGLES UNLESS OTHERWISE NOTED. [1618, 630, 1897, 638]
numbered-note: 4. CEILING SURFACE: INSTALL 1X6 TONGUE-AND-GROOVE (T&G) WOOD DECKING, SHIPLAP, OR DRYWALL FINISH BETWEEN BEAMS DEPENDING ON ROOM USE AND AESTHETIC. ALL FINISH WOOD TO BE KILN-DRIED AND ACCLIMATED PRIOR TO INSTALL. [332, 205, 613, 237]
numbered-note: 1. GENERAL CONDITIONS OF THE CONTRACT (AIA DOCUMENT A-201) APPLY TO THIS PROJECT. [1618, 37, 1929, 44]
notes-section [627, 695, 924, 1429]
numbered-note: 17. ALL WOOD BLOCKING SHALL BE FIRE RETARDANT TREATED. PROVIDE WOOD BLOCKING IN ALL STUD WALLS AT MILLWORK AND SPECIAL ITEM ANCHORING POINTS. WOOD BLOCKING SHALL BE MOISTURE TREATED IF LOCATED IN DAMP LOCATIONS OR ADJACENT TO CONCRETE OR MASONRY CONSTRUCTION. IF WOOD BLOCKING IS NOT PERMITTED BY CODE, THEN METAL STRIPS SHALL BE USED. [1618, 521, 1986, 553]
note-subheading: LOCATION: [1264, 773, 1300, 781]
numbered-note: 3. CONSTRUCTION: FLUSH OVERLAY [14, 568, 134, 576]
numbered-note: 8. CONTRACTOR SHALL FIELD VERIFY ALL MEASUREMENTS, LOCATIONS, AND CHARACTERISTICS OF ALL WORK AND EQUIPMENT (WHETHER SUPPLIED BY THE OWNER OR OTHERS) WITH THE SUPPLIER OR MANUFACTURER PRIOR TO START OF RELATED WORK. [1618, 266, 1986, 290]
numbered-note: 3. TEST ALL SYSTEMS, DEVICES AND RELATED EQUIPMENT ON-SITE WITH EQUIPMENT IN PLACE AS WORK IS COMPLETED. REPLACE ANYTHING FOUND DEFECTIVE AND RETEST UNTIL SATISFACTORY AT NO ADDITIONAL COST TO THE OWNER. [1264, 152, 1592, 176]
note-paragraph: BUILDING AIR LEAKAGE [933, 663, 1011, 671]
note-paragraph: ASSEMBLY TYPE: NON-COMBUSTIBLE OR COMBUSTIBLE (CODE-COMPLIANT USE) [332, 75, 599, 83]
numbered-note: 6. THE DOOR ENTERING THE REST ROOM (AS WELL AS ALL PUBLIC ACCESS DOORS) SHALL HAVE LEVER TYPE HARDWARE. [14, 876, 293, 892]
note-paragraph: DUCT INSULATION: R-8 IN ATTICS; R-6 ELSEWHERE, UNLESS ENTIRELY WITHIN THE ENVELOPE. CITYOFHARRISCOMPUTER.COM [933, 731, 1246, 747]
note-paragraph: 5/8-INCH (16 MM) WOOD STRUCTURAL PANEL MEMBRANE, OR EQUIVALENT ON THE UNDERSIDE OF THE FLOOR FRAMING MEMBER. PENETRATIONS OR OPENINGS FOR DUCTS, VENTS, ELECTRICAL OUTLETS, LIGHTING, DEVICES, LUMINAIRES, WIRES, SPEAKERS, DRAINAGE, PIPING AND SIMILAR OPENINGS OR PENETRATIONS SHALL [14, 201, 290, 233]
note-paragraph: TESTING, DOCUMENTATION, AND INSPECTIONS [635, 265, 790, 273]
notes-column-5 [1256, 6, 1610, 1429]
numbered-note: 5. ALL INTERIOR WALLS TO BE PARTITION TYPE 2 UNLESS NOTED OTHERWISE [1618, 1332, 1877, 1340]
numbered-note: 31. DOOR AND WINDOW DETAILS ARE INDICATED ON THE DOOR AND WINDOW SCHEDULES. DOOR AND WINDOW DIMENSIONS ARE TO CENTERLINES OF UNITS UNLESS OTHERWISE NOTED. [1618, 915, 1959, 931]
numbered-note: 3. DIMENSIONS ARE FROM FACE OF STUD UNLESS NOTED OTHERWISE. [1618, 1297, 1855, 1305]
note-paragraph: THESE NOTES ASSUME CZ5A (MONROE COUNTY) AND THE 2018 IECC NOW ENFORCED UNDER PA UCC. IF THE JURISDICTION ADOPTS THE DELAYED 2021 IECC DURING REVIEW, ENVELOPE BACKSTOPS REMAIN SIMILAR FOR CZ5; ADJUST ONLY IF PLAN CHECKER REQUIRES 2021-SPECIFIC CHANGES. [635, 325, 911, 357]
note-paragraph: SLAB-ON-GRADE: R-10, 24 IN. VERTICAL OR HORIZONTAL AT SLAB EDGE; ADD R-5 BENEATH HEATED SLAB. [933, 179, 1233, 195]
section-heading: FIREBLOCKING/FIRE PROTECTION NOTES: [14, 14, 275, 48]
numbered-note: 24. MANUFACTURER'S STANDARD SPECIFICATIONS AND MATERIALS APPROVED FOR PROJECT USE ARE HEREBY MADE PART OF THESE NOTES WITH SAME FORCE AND EFFECT AS IF WRITTEN OUT IN FULL HEREIN. ALL APPLIANCES, FIXTURES, EQUIPMENT, HARDWARE, ETC. SHALL BE INSTALLED IN ACCORDANCE WITH MANUFACTURER'S SPECIFICATIONS AND PROCEDURES. [1618, 702, 1986, 734]
note-paragraph: BASEMENT WALLS (ANY CONDITIONED SPACE): R-15/19 OR R-13 + R-5 C.I. [933, 166, 1175, 174]
note-paragraph: ALL HVAC AND WATER-HEATING EQUIPMENT TO MEET CURRENT FEDERAL MINIMUM EFFICIENCIES AT TIME OF INSTALLATION (10 CFR 430); DOCUMENT SEER2/EER2/HSPF2 OR THERMAL EFFICIENCY ON THE ENERGY CERTIFICATE. ENERGY CODES [635, 227, 912, 259]
numbered-note: 23. ALL UTILITIES SHALL BE CONNECTED TO PROVIDE GAS, ELECTRIC, AND WATER TO ALL EQUIPMENT WHETHER SAID EQUIPMENT IS IN CONTRACT OR NOT. EQUIPMENT SHALL BE GUARANTEED TO FUNCTION PROPERLY UPON COMPLETION. [1618, 673, 1981, 697]
notes-section [1256, 623, 1609, 944]
note-paragraph: CLIMATE ZONE: MONROE COUNTY IS IECC ZONE 5A (COLD, MOIST). THE DEPARTMENT OF ENERGY'S ENERGY.GOV [933, 433, 1229, 449]
section-heading: SMOKE ALARMS & DETECTORS: [1264, 632, 1509, 650]
note-paragraph: IN COMBUSTIBLE CONSTRUCTION, FIREBLOCKING SHALL BE PROVIDED TO CUT OFF ALL CONCEALED DRAFT OPENINGS (BOTH VERTICAL AND HORIZONTAL) AND TO FORM AN EFFECTIVE FIRE BARRIER BETWEEN STORIES, AND BETWEEN A TOP STORY AND THE ROOF SPACE. [14, 65, 306, 97]
note-paragraph: CEILINGS/ROOFS: R-49. [933, 113, 1010, 121]
section-heading: ELECTRICAL NOTES: [1264, 14, 1423, 31]
note-paragraph: BASEMENT WALLS (CONDITIONED): R-15 CI / R-19 CAVITY ( ≥10 FT BELOW GRADE OR TO SLAB). [933, 565, 1247, 573]
note-paragraph: WOOD-FRAME WALLS: R-20 CAVITY OR R-13 + R-5 CONTINUOUS. [933, 126, 1145, 134]
note-paragraph: PENNSYLVANIA UCC RESIDENTIAL ENERGY CODE IN FORCE: 2018 IECC / IRC CH.11 WITH PA AMENDMENTS. EFFECTIVE STATEWIDE SINCE 2/14/2022. A 2021-IECC UPDATE WAS ANNOUNCED FOR 2025; IMPLEMENTATION IS DELAYED. EXISTING REGS REMAIN IN FORCE UNTIL DLI FINALIZES THE UPDATE. VERIFY AT PERMIT INTAKE. ENERGY CODES PA.GOV THE DEPARTMENT OF ENERGY'S ENERGY.GOV [933, 387, 1235, 428]
numbered-note: 29. ALL WORK SHALL BE GUARANTEED FOR ONE YEAR AFTER FINAL APPROVAL. THE GENERAL CONTRACTOR SHALL SIGN THE WRITTEN GUARANTEE AS PROVIDED BY THE OWNER. THE GUARANTEE SHALL COVER ALL DEFECTIVE OR IMPROPER WORK. ALL DEFECTS DISCOVERED DURING THIS PERIOD SHALL BE REPAIRED TO THE OWNER'S SATISFACTION AT THE CONTRACTOR'S EXPENSE. [1618, 864, 1986, 897]
note-paragraph: PROGRAMMABLE THERMOSTAT REQUIRED FOR PRIMARY HVAC PER R403.1.1. HEAT PUMP CONTROLS TO LOCK OUT UNNECESSARY ELECTRIC RESISTANCE (R403.1.2). ENERGY CODES [933, 790, 1240, 806]
notes-section [324, 520, 626, 893]
note-paragraph: POST THE IECC ENERGY CERTIFICATE BEFORE FINAL INSPECTION. ENERGY CODES [635, 299, 912, 307]
note-subheading: SMOKE DETECTION SYSTEMS: [1264, 684, 1364, 692]
numbered-note: 2. ELECTRICAL EQUIPMENT TO BE NEW, UNDAMAGED, LISTED BY UNDERWRITERS LABORATORY, INC. AND BEAR THE 'UL' LABEL. INSTALL EQUIPMENT IN STRICT ACCORD WITH MANUFACTURERS' RECOMMENDATIONS UNLESS THE CONTRACT DOCUMENTS REQUIRE A HIGHER QUALITY INSTALLATION THAN THAT RECOMMENDED BY THE MANUFACTURER. [1264, 114, 1598, 147]
note-paragraph: ROCK WOOL (MINERAL WOOL) IS A DURABLE, NON-COMBUSTIBLE MATERIAL MADE FROM SPUN BASALT ROCK AND SLAG, OFFERING EXCELLENT FIRE RESISTANCE (UP TO 2150°F MELTING POINT), MOISTURE REPELLENCY, MOLD RESISTANCE, AND SOUND ABSORPTION. IT'S SUITABLE FOR TUDOR HOMES WITH STEEP SLOPES, AS IT CAN BE USED IN ATTICS, WALLS, FLOORS, AND SLOPED ROOF CAVITIES WITHOUT SAGGING. IN POCONO LAKE, PA (MONROE COUNTY, IECC CLIMATE ZONE 5A), NEW CONSTRUCTION MUST COMPLY WITH PENNSYLVANIA'S UNIFORM CONSTRUCTION CODE (UCC), WHICH ADOPTED THE 2021 IECC EFFECTIVE JULY 13, 2025. ROCK WOOL MEETS ASTM C665 STANDARDS FOR CODE COMPLIANCE WHEN INSTALLED PROPERLY, WITH NO VAPOR RETARDER NEEDED IN ZONE 5A IF CLASS II (PERMEABLE) IS USED, BUT CLASS I OR II MAY BE REQUIRED IN CERTAIN ASSEMBLIES TO PREVENT CONDENSATION. [635, 727, 915, 824]
numbered-note: 4. INSTALL SELF-ADHERED ICE AND WATER SHIELD AT EAVES EXTENDING A MINIMUM OF 24" INSIDE THE EXTERIOR WALL LINE. [332, 615, 613, 631]
numbered-note: 2. FIELD VERIFY ALL DIMENSIONS PRIOR TO PERFORMING ANY WORK AND NOTIFY ARCHITECT IMMEDIATELY IF ANY DISCREPANCIES EXIST. [1618, 1276, 1984, 1292]
numbered-note: 6. ALL INTERIOR WALL HEIGHTS SHALL BE 6" ABOVE THE CEILING AND BRACE EVERY 4'-0" OC TO STRUCTURE UNLESS NOTED OTHERWISE. [1618, 1345, 1981, 1361]
note-paragraph: SERVICE HOT WATER AND PIPING [933, 832, 1044, 840]
note-paragraph: APPLICABLE TO: LIVING AREAS, GREAT ROOMS, BEDROOMS, ENTRYWAYS (OR AS NOTED ON PLAN) [332, 54, 601, 70]
numbered-note: 1. CEILING TYPE: VAULTED CEILING CONSTRUCTED WITH EXPOSED TIMBER BEAMS, SLOPED PER ARCHITECTURAL PLANS, WITH CEILING FINISH MATERIALS INSTALLED BETWEEN OR ABOVE BEAMS AS DETAILED. [332, 109, 609, 133]
notes-section [1610, 1224, 1994, 1429]
numbered-note: 2. REMOVE EXCESS TOPSOIL AND EXCAVATED SUBGRADE MATERIAL FROM SITE UPON COMPLETION OF GRADING. [1264, 456, 1597, 472]
numbered-note: 9. PROVIDE A SEAMLESS VINYL FLOOR COVERING W/ 6" VINYL BASE. [14, 947, 241, 955]
note-subheading: EXCEPTIONS: [14, 238, 59, 246]
note-paragraph: 2. OUTSIDE EACH SEPARATE SLEEPING AREA IN THE IMMEDIATE VICINITY OF THE BEDROOMS. [1264, 797, 1576, 805]
numbered-note: 6. ELECTRICAL CONTRACTOR SHALL CONFIRM TO APPLICABLE BUILDING CODES. A PERMIT SHALL BE SECURED PRIOR TO COMMENCEMENT OF ANY WORK. [1264, 215, 1599, 231]
notes-section [627, 6, 924, 365]
numbered-note: 5. PROVIDE TROWELED JOINTS AT ALL CONC WALKS 5'-0" MAX UNLESS NOTED OR DIMENSIONED OTHERWISE. [1264, 528, 1585, 544]
numbered-note: 3. BEAM SPACING: EXPOSED BEAMS SPACED AT 4'-0" TO 6'-0" O.C. OR AS SHOWN ON RCP. BLOCKING AND BRACING BETWEEN MEMBERS AS REQUIRED FOR LATERAL STABILITY. [332, 176, 612, 200]
note-subheading: UNDER STAIR PROTECTION: [14, 467, 107, 475]
section-heading: OPERATION FOR EMERGENCY ESCAPE: [1264, 952, 1566, 970]
numbered-note: 6. ALL PLUMBING AND ELECTRICAL WORK SHALL BE PERFORMED BY STATE LICENSED CONTRACTORS. CONTRACTORS SHALL SUBMIT ALL REQUIRED PERMITS, CERTIFICATES, AND SIGN-OFFS TO OWNER AND ARCHITECT FOR THEIR RECORDS. [1618, 175, 1977, 199]
notes-column-6 [1610, 6, 1994, 1429]
note-paragraph: NOTES TO AHJ AND BUILDER [635, 312, 731, 320]
section-heading: GENERAL ROOF NOTES: [332, 528, 518, 546]
numbered-note: 10. FINISH + PROTECTION: TIMBER SURFACES TO RECEIVE UV-RESISTANT CLEAR SEALANT OR OIL-BASED STAIN, WITH FIRE RETARDANT TOPCOAT AS SPECIFIED. MAINTAIN UNIFORM FINISH ACROSS ALL EXPOSED SURFACES. CONTRACTOR TO PROTECT ALL FINISHES DURING CONSTRUCTION. [332, 421, 611, 453]
numbered-note: 3. ALL BUILDING FACILITIES AND CONDITIONS, BOTH INTERIOR AND EXTERIOR, SHALL BE COMPLIANT WITH THE AMERICANS WITH DISABILITIES ACT (A.D.A) AND ALL FEDERAL, STATE, AND LOCAL CODES TO ENSURE ACCESSIBILITY FOR ALL. [1618, 71, 1983, 95]
numbered-note: 6. COUNTER TOP FINISH - AS INDICATED ON DRAWINGS, TYPICAL TO BE PLASTIC LAMINATE [14, 615, 281, 631]
numbered-note: 13. ANY VARIATIONS FROM INDICATED DIMENSIONS OR CONDITIONS SHALL BE BROUGHT TO THE IMMEDIATE ATTENTION OF THE ARCHITECT. [1618, 428, 1978, 444]
section-heading: SPRAY FOAM INSULATION NOTES: [635, 373, 895, 391]
numbered-note: 10. ANY COORDINATION SHALL TAKE PLACE DURING ROUGH FRAMING, PRIOR TO ROUGH-IN. [1264, 300, 1570, 308]
numbered-note: 7. ALL ROOF SHEATHING TO BE NAILED AT 6 " O.C. ALONG PANEL EDGES AND 12" O.C. IN FIELD USING 8D RING SHANK NAILS. [332, 678, 615, 694]
notes-section [6, 502, 323, 673]
note-paragraph: 3. PORTIONS OF FLOOR ASSEMBLIES SHALL BE UNPROTECTED WHERE COMPLYING WITH THE FOLLOWING: 3.1 THE AGGREGATE AREA OF THE UNPROTECTED PORTIONS DOES NOT EXCEED 80 SQUARE FEET SURFACE OF THE WALL; OR R-19 CAVITY INSULATION ON THE INTERIOR SIDE OF THE WALL; OR [14, 300, 314, 332]
notes-section [6, 6, 323, 502]
note-paragraph: CRAWLSPACE WALLS (UNVENTED, CONDITIONED): R-15 CI / R-19 CAVITY AND GROUND VAPOR RETARDER; OR VENTED CRAWL WITH FLOOR R-30. [933, 578, 1243, 594]
note-paragraph: 3.2. FIRE BLOCKING IN ACCORDANCE WITH SECTION R302.11.1 IS INSTALLED ALONG THE PERIMETER INSULATION ON THE INTERIOR OR EXTERIOR SURFACE OF THE WALL. [14, 358, 307, 374]
numbered-note: 8. VENTILATION SHALL BE PROVIDED IN ATTIC SPACES AT A RATIO OF 1 SQ FT OF VENT AREA PER 150 SQ FT OF CEILING AREA OR AS APPROVED. [332, 699, 601, 715]
numbered-note: 5. THE REST ROOM SHALL HAVE A TOILET PAPER DISPENSER, AND SHALL HAVE A PAPER TOWEL DISPENSER, MIRROR, AND TRASH CONTAINER WITHIN 40" ABOVE THE FLOOR. [14, 854, 310, 870]
drawing-sheet [5, 5, 1995, 1430]
numbered-note: 5. THE ELECTRICAL DRAWINGS ARE DIAGRAMMATIC AND ARE FOR CIRCUIT ALLOCATION ONLY. DO NOT SCALE DRAWINGS. SEE ARCHITECTURAL DRAWINGS FOR DIMENSIONS OF FIXTURES. [1264, 194, 1588, 210]
numbered-note: 16. ALL FASTENERS, FLASHING, AND METAL COMPONENTS SHALL BE CORROSION-RESISTANT AND APPROVED FOR EXTERIOR USE. [332, 869, 604, 885]
note-paragraph: MASS WALLS: R-13/17 (INT./EXT.). [933, 139, 1040, 147]
numbered-note: 10. THE GENERAL CONTRACTOR/CONSTRUCTION MANAGER SHALL PROVIDE AND MAINTAIN ACCESS TO THE PREMISES AT ALL TIMES. [1618, 316, 1976, 332]
note-paragraph: WINDOW OPENING LIMITING DEVICES SHALL BE DESIGNED WITH RELEASE MECHANISMS TO ALLOW FOR EMERGENCY ESCAPE THROUGH THE WINDOW OPENING WITHOUT THE NEED FOR KEYS, TOOLS, OR SPECIAL KNOWLEDGE. WINDOW OPENING LIMITING DEVICES SHALL COMPLY WITH ALL THE FOLLOWING: [1264, 975, 1600, 1008]
numbered-note: 4. WOOD SPECIES: OAK PLAIN SAWN/SLICED [14, 581, 161, 589]
numbered-note: 13. CHIMNEYS SHALL EXTEND AT LEAST 2'-0 " ABOVE THE ROOF WITHIN A 10'-0" HORIZONTAL DISTANCE, OR MEET LOCAL FIRE CODE HEIGHTS. [332, 805, 594, 821]
numbered-note: 4. LAVATORIES SHALL MEET THE FOLLOWING CRITERIA - EXCEPT FOR THE PROJECTION OF THE BOWL AND WATER PIPING - A CLEAR, UNOBSTRUCTED SPACE 30" IN WIDTH, 29" IN HEIGHT, AND 17" IN DEPTH SHALL BE PROVIDED UNDERNEATH THE LAVATORY. HOT WATER AND WASTE LINES SHALL BE INSULATED SO AS TO PREVENT BURNING WHEN CONTACTED. BOWL SHALL BE CENTERED NO CLOSER THAN 15" FROM THE FINISHED FACE OF THE ADJACENT WALL. [14, 801, 307, 849]
numbered-note: 14. NO CHANGES ARE TO BE MADE WITHOUT THE APPROVAL OF THE ARCHITECT. [1618, 450, 1887, 458]
numbered-note: 28. ALL ARCHITECTURAL DRAWINGS AND CONSTRUCTION NOTES ARE COMPLIMENTARY. WHAT IS INDICATED AND CALLED FOR BY ONE SHALL BE BINDING AS THOUGH CALLED FOR BY ALL. ANY DEVIATION FROM THE DRAWINGS OR SPECIFICATIONS OR INTENT OF SAME SHALL BE MADE WITHOUT THE ARCHITECT'S WRITTEN AUTHORIZATION. [1618, 827, 1983, 859]
section-heading: PARTITION NOTES: [332, 901, 476, 919]
note-paragraph: THERMAL ENVELOPE—ZONE 5A PRESCRIPTIVE TARGETS (IECC 2018 TABLE R402.1.2) [933, 483, 1212, 491]
note-paragraph: PROVIDE BLOWER-DOOR AND DUCT-LEAKAGE TEST REPORTS SIGNED BY THE TESTER TO THE CODE OFFICIAL. OCEAN CITY MD [635, 278, 894, 294]
numbered-note: 30. ALL DIMENSIONS ARE TO FACE OF STUD OR CENTERLINE OF STRUCTURE UNLESS OTHERWISE NOTED. [1618, 902, 1972, 910]
note-paragraph: CHATGPT SAID: THOUGHT FOR 4M 35S [933, 332, 1060, 340]
note-subheading: FIREBLOCKING: [14, 54, 65, 61]
notes-section [6, 673, 323, 1429]
numbered-note: 9. IF ADDITIONAL FRAMING IS REQUIRED TO ACCOMMODATE THIS LAYOUT, THE CONTRACTOR SHALL INCLUDE SUCH FRAMING AS PART OF THE COST OF THE WORK. [1264, 279, 1597, 295]
note-paragraph: HOUSEHOLD FIRE ALARM SYSTEMS INSTALLED IN ACCORDANCE WITH NFPA 72 THAT INCLUDE SMOKE ALARMS, OR A COMBINATION OF SMOKE DETECTOR AND AUDIBLE NOTIFICATION DEVICE INSTALLED AS REQUIRED BY THIS SECTION FOR SMOKE ALARMS, SHALL BE PERMITTED. THE HOUSEHOLD FIRE ALARM SYSTEM SHALL PROVIDE THE SAME LEVEL OF SMOKE DETECTION AND ALARM AS REQUIRED BY THIS SECTION FOR SMOKE ALARMS. WHERE A HOUSEHOLD FIRE WARNING SYSTEM IS INSTALLED USING A COMBINATION OF SMOKE DETECTOR AND AUDIBLE NOTIFICATION DEVICE(S), IT SHALL BECOME A PERMANENT FIXTURE OF THE OCCUPANCY AND OWNED BY THE HOMEOWNER. THE SYSTEM SHALL BE MONITORED BY AN APPROVED SUPERVISING STATION AND BE MAINTAINED IN ACCORDANCE WITH NFPA 72. [1264, 695, 1598, 768]
note-paragraph: 3. WINDOW OPENING LIMITING DEVICES SHALL HAVE THEIR RELEASE MECHANISMS CLEARLY IDENTIFIED FOR PROPER USE IN AN EMERGENCY. [1264, 1055, 1573, 1071]
numbered-note: 6. MINIMUM SHEATHING TO BE 1/2 " CDX PLYWOOD OR OSB RATED SHEATHING UNLESS STRUCTURALLY ENGINEERED OTHERWISE. [332, 657, 594, 673]
note-paragraph: LIGHTING AND ELECTRICAL [635, 37, 726, 44]
note-paragraph: AIR BARRIER + INSULATION INSTALLATION: PROVIDE A CONTINUOUS AIR BARRIER; ALIGN INSULATION WITH AIR BARRIER; SEAL ALL JOINTS, SEAMS, AND PENETRATIONS PER TABLE R402.4.1.1. RECESSED LIGHTS IN THE ENVELOPE: ICAT AND ≤ 2.0 CFM @ 75 PA, GASKETED OR CAULKED. ENERGY CODES ICC DIGITAL CODES [933, 226, 1245, 258]
note-paragraph: FLOORS OVER UNCONDITIONED SPACE: R-30. [933, 552, 1084, 560]
numbered-note: 16. PROVIDE BRACING, BLOCKING, AND/OR STRUCTURE AS REQUIRED TO FACILITATE INSTALLATION OF ALL WALL AND MILLWORK MOUNTED EQUIPMENT, IN NEW AND EXISTING WALLS. THE CONTRACTOR SHALL BE RESPONSIBLE FOR DETERMINING THE SUPPORT REQUIRED TO MAINTAIN THE INTEGRITY OF THE WALLS AND THE SECURITY OF THE EQUIPMENT. [1618, 484, 1980, 516]
notes-column-3 [627, 6, 925, 1429]
numbered-note: 14. ROOF FRAMING TO BE ENGINEERED PER STRUCTURAL PLANS. VERIFY ALL LOAD-BEARING POINTS IN FIELD. [332, 826, 614, 843]
numbered-note: 5. THE GENERAL CONTRACTOR SHALL ARRANGE ALL INSPECTIONS AND TESTS AS SPECIFIED OR REQUIRED BY THE BUILDING DEPARTMENT AND SHALL PAY ALL COSTS AND FEES FOR SAME. THE CONTRACTOR SHALL SECURE ALL BUILDING PERMITS AND UPON COMPLETION OF THE PROJECT (PRIOR TO FINAL PAYMENT) DELIVER TO THE OWNER A CERTIFICATE OF OCCUPANCY OR USE FROM THE BUILDING DEPARTMENT. [1618, 129, 1976, 170]
note-paragraph: CEILING FINISH: EXPOSED STRUCTURAL TIMBER, DECORATIVE BEAM, OR BOXED BEAM SYSTEM [332, 88, 599, 104]
note-paragraph: CEILING/ATTIC: R-60 (LOOSE-FILL AT ~15-16 INCHES DEPTH, SINCE R~4 PER INCH). WOOD FRAME WALLS: R-20+5 CI (CAVITY R-20 WITH ROCK WOOL BATTS IN 2X6 STUDS ~5.5 INCHES, PLUS R-5 CONTINUOUS; OR R-13+10 CI). MASS WALLS: R-13/17 (INTERIOR/EXTERIOR). FLOORS: R-30 (~7.5-8 INCHES BATTS). BASEMENT WALLS: R-15 CI (CONTINUOUS) OR R-19 CAVITY (~5 INCHES BATTS). CRAWL SPACE WALLS: R-15 CI OR R-19 CAVITY. SLABS: R-10 FOR 4 FT EDGE (ROCK WOOL BOARDS POSSIBLE BUT RARE); ADD R-5 FULL UNDER FOR HEATED SLABS. PER-INCH R-VALUE: 3.8-4.1 (HIGHER DENSITY YIELDS SLIGHTLY HIGHER R) [635, 977, 916, 1042]
note-paragraph: WHEN MORE THAN ONE SMOKE ALARM IS REQUIRED TO BE INSTALLED WITHIN AN INDIVIDUAL DWELLING UNIT THE ALARM DEVICES SHALL BE INTERCONNECTED IN SUCH MANNER THAT THE ACTUATION OF ONE ALARM WILL ACTIVATE ALL OF THE ALARMS IN THE INDIVIDUAL UNIT. [1264, 856, 1581, 880]
numbered-note: 2. STRUCTURAL TIMBER: EXPOSED BEAMS TO BE SOLID SAWN DOUGLAS FIR #1 OR BETTER, GLULAM, OR ENGINEERED LVL MEMBERS SIZED PER STRUCTURAL ENGINEER'S CALCULATIONS. FINISH TO BE NATURAL, STAINED, OR PAINTED AS SELECTED. [332, 138, 609, 171]
numbered-note: 4. SUPPORT AND SECURE ALL LIGHTS IN ACCORDANCE WITH NEC. [1264, 181, 1484, 189]
section-heading: ENERGY + EFFICIENCY GENERAL NOTES: [933, 14, 1247, 31]
note-paragraph: SPRAY FOAM PROVIDES SUPERIOR AIR SEALING AND HIGH R-VALUES, IDEAL FOR TUDOR HOMES' COMPLEX STEEP ROOFS WHERE IT CONFORMS TO IRREGULAR SPACES, CREATING UNVENTED ASSEMBLIES. OPEN-CELL IS SEMI-PERMEABLE (GOOD FOR MOISTURE DIFFUSION), LIGHTER, AND CHEAPER; CLOSED-CELL IS RIGID, VAPOR-IMPERMEABLE, AND ADDS STRUCTURAL STRENGTH BUT COSTS MORE. IN POCONO LAKE, PA (ZONE 5A), COMPLY WITH 2021 IECC VIA UCC. FOAM PLASTICS MUST MEET ASTM E84 FLAME SPREAD/SMOKE STANDARDS; OPEN-CELL REQUIRES IGNITION BARRIER IN ATTICS/CRAWL SPACES (E.G., 1.5-INCH MINERAL FIBER OR INTUMESCENT COATING); CLOSED-CELL OFTEN EXEMPT IF <3.5 INCHES BUT NEEDS THERMAL BARRIER (1/2-INCH GYPSUM) ON INHABITED SIDES PER R316.4. [635, 396, 906, 485]
notes-section [1256, 6, 1609, 412]
numbered-note: 11. ACOUSTIC TREATMENT (OPTIONAL): IF REQUIRED FOR SOUND ATTENUATION, INSTALL ACOUSTIC BAFFLES OR APPLY SPRAY-ON CELLULOSE/FOAM ACOUSTIC FINISH TO WOOD DECKING BETWEEN BEAMS. [332, 458, 608, 483]
numbered-note: 1. VERIFY UTILITY LOCATIONS PRIOR TO COMMENCEMENT OF WORK. [1264, 443, 1493, 451]
numbered-note: 8. ALL SWITCHES, OUTLETS AND CONTROLS IN THE REST ROOM ARE TO BE HANDICAPPED OR "PADDLE" TYPE FIXTURES. [14, 926, 315, 942]
note-paragraph: FENESTRATION: U-0.30 MAX; SKYLIGHTS U-0.55 MAX; SHGC = NR IN CZ5. NFRC-LABELED. [933, 213, 1226, 221]
note-paragraph: EQUIPMENT EFFICIENCIES [635, 214, 722, 222]
numbered-note: 5. PROVIDE CONTINUOUS UNDERLAYMENT OVER ROOF DECKING. USE 15# FELT OR SYNTHETIC APPROVED UNDERLAYMENT. [332, 636, 609, 652]
section-heading: FLOOR PLAN NOTES: [1618, 1232, 1780, 1250]
numbered-note: 8. ALL FINISHES, FINISHES, AND COLORS SHALL BE SELECTED BY OWNER. [1618, 1379, 1864, 1387]
numbered-note: 8. CONTRACTOR SHALL COORDINATE ALL ROOF FRAMING TO ALLOW THE CENTERING SHOWN ON THIS PLAN FOR ALL LIGHTING. (GENERAL CONTRACTORS DISCRETION) [1264, 258, 1588, 274]
numbered-note: 11. ELECTRICAL PLAN IS FOR LAYOUT PURPOSES ONLY. VERIFY ALL LIGHTING & ELECTRICAL NEEDS W/ INTERIOR DESIGNER'S PLANS AND OWNER. IT IS THE RESPONSIBILITY OF THE GENERAL CONTRACTOR TO ENSURE ALL ELECTRICAL IS BID AND INSTALLED PER CODE. [1264, 313, 1596, 337]
note-paragraph: 2. FLOOR ASSEMBLIES LOCATED DIRECTLY OVER A CRAWL SPACE NOT INTENDED FOR STORAGE OR FUEL-FIRED APPLIANCES. [14, 279, 301, 295]
